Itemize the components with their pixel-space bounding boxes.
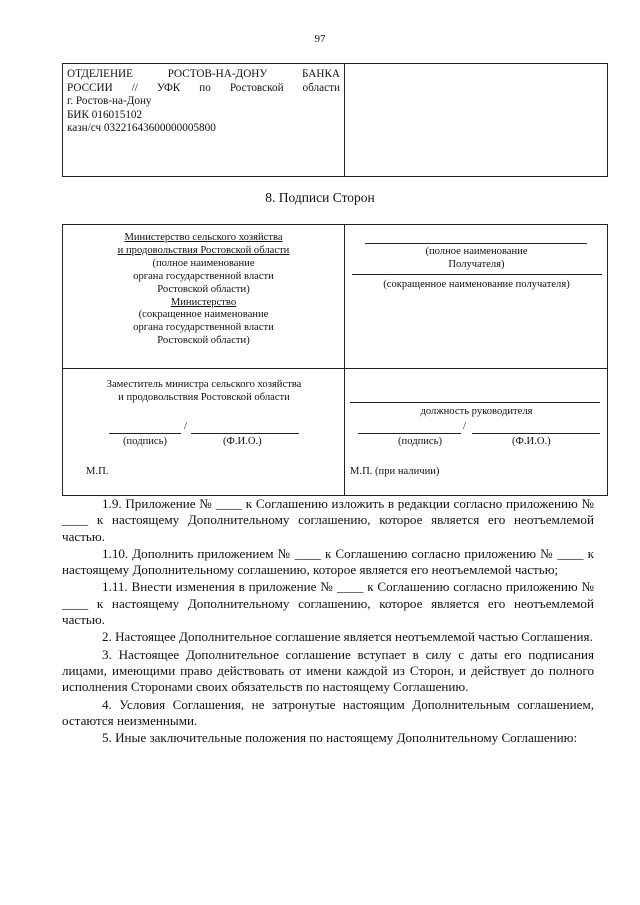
- caption-name: (Ф.И.О.): [512, 436, 551, 447]
- bank-account: казн/сч 03221643600000005800: [67, 122, 216, 135]
- paragraph-1-11: 1.11. Внести изменения в приложение № ____ к Соглашению согласно приложению № ____ к настоящему Дополнительному соглашению, которое является его неотъемлемой частью.: [62, 579, 594, 628]
- bank-word: //: [131, 81, 138, 94]
- bank-details-cell: [63, 64, 345, 177]
- ministry-full-name: Министерство сельского хозяйства: [124, 232, 283, 243]
- paragraph-5: 5. Иные заключительные положения по настоящему Дополнительному Соглашению:: [102, 730, 578, 746]
- bank-city: г. Ростов-на-Дону: [67, 95, 152, 108]
- ministry-full-name-2: и продовольствия Ростовской области: [117, 244, 290, 256]
- section-title: 8. Подписи Сторон: [265, 190, 375, 205]
- agreement-text: [62, 496, 594, 747]
- recipient-signature-cell: [345, 369, 608, 496]
- name-line: [472, 433, 600, 434]
- signatory-position-2: и продовольствия Ростовской области: [118, 392, 290, 403]
- slash: /: [184, 421, 187, 432]
- caption-recipient: Получателя): [448, 259, 505, 270]
- recipient-name-cell: [345, 225, 608, 369]
- ministry-short-name: Министерство: [170, 296, 237, 308]
- signature-line: [109, 433, 181, 434]
- page-number: 97: [314, 33, 326, 45]
- paragraph-1-10: 1.10. Дополнить приложением № ____ к Соглашению согласно приложению № ____ к настоящему Дополнительному соглашению, которое является его неотъемлемой частью;: [62, 545, 594, 578]
- recipient-full-name-line: [365, 243, 587, 244]
- bank-word: ОТДЕЛЕНИЕ: [67, 68, 133, 80]
- recipient-short-name-line: [352, 274, 602, 275]
- caption-name: (Ф.И.О.): [223, 436, 262, 447]
- bank-word: РОССИИ: [67, 81, 113, 94]
- bank-bik: БИК 016015102: [67, 108, 143, 121]
- name-line: [191, 433, 299, 434]
- slash: /: [463, 421, 466, 432]
- paragraph-4: 4. Условия Соглашения, не затронутые настоящим Дополнительным соглашением, остаются неизменными.: [62, 696, 594, 728]
- bank-empty-cell: [345, 64, 608, 177]
- stamp-place: М.П. (при наличии): [350, 466, 440, 477]
- caption-recipient-full: (полное наименование: [425, 246, 528, 257]
- caption-recipient-short: (сокращенное наименование получателя): [383, 279, 570, 290]
- signatory-position: Заместитель министра сельского хозяйства: [106, 379, 302, 390]
- paragraph-3: 3. Настоящее Дополнительное соглашение вступает в силу с даты его подписания лицами, имеющими право действовать от имени каждой из Сторон, и действует до полного исполнения Сторонами своих обязательств по настоящему Соглашению.: [62, 646, 594, 695]
- caption-region-2: Ростовской области): [157, 335, 250, 347]
- caption-signature: (подпись): [398, 436, 442, 447]
- bank-details-table: [62, 63, 608, 177]
- bank-word: области: [302, 81, 340, 94]
- caption-short-name: (сокращенное наименование: [138, 309, 269, 321]
- bank-word: Ростовской: [229, 81, 284, 94]
- bank-word: БАНКА: [302, 68, 340, 80]
- bank-line-1: [67, 68, 340, 82]
- caption-position: должность руководителя: [420, 406, 533, 417]
- caption-authority: органа государственной власти: [133, 270, 274, 282]
- signatures-table: [62, 224, 608, 496]
- caption-signature: (подпись): [123, 436, 167, 447]
- bank-word: по: [199, 81, 211, 94]
- caption-region: Ростовской области): [157, 283, 250, 295]
- caption-full-name: (полное наименование: [152, 257, 255, 269]
- caption-authority-2: органа государственной власти: [133, 322, 274, 334]
- position-line: [350, 402, 600, 403]
- bank-word: УФК: [156, 81, 181, 94]
- signature-line: [358, 433, 461, 434]
- bank-line-2: [67, 82, 340, 96]
- ministry-signature-cell: [63, 369, 345, 496]
- paragraph-1-9: 1.9. Приложение № ____ к Соглашению изложить в редакции согласно приложению № ____ к настоящему Дополнительному соглашению, которое является его неотъемлемой частью.: [62, 496, 594, 544]
- stamp-place: М.П.: [86, 466, 109, 477]
- paragraph-2: 2. Настоящее Дополнительное соглашение является неотъемлемой частью Соглашения.: [102, 629, 593, 645]
- bank-word: РОСТОВ-НА-ДОНУ: [167, 68, 268, 80]
- ministry-name-cell: [63, 225, 345, 369]
